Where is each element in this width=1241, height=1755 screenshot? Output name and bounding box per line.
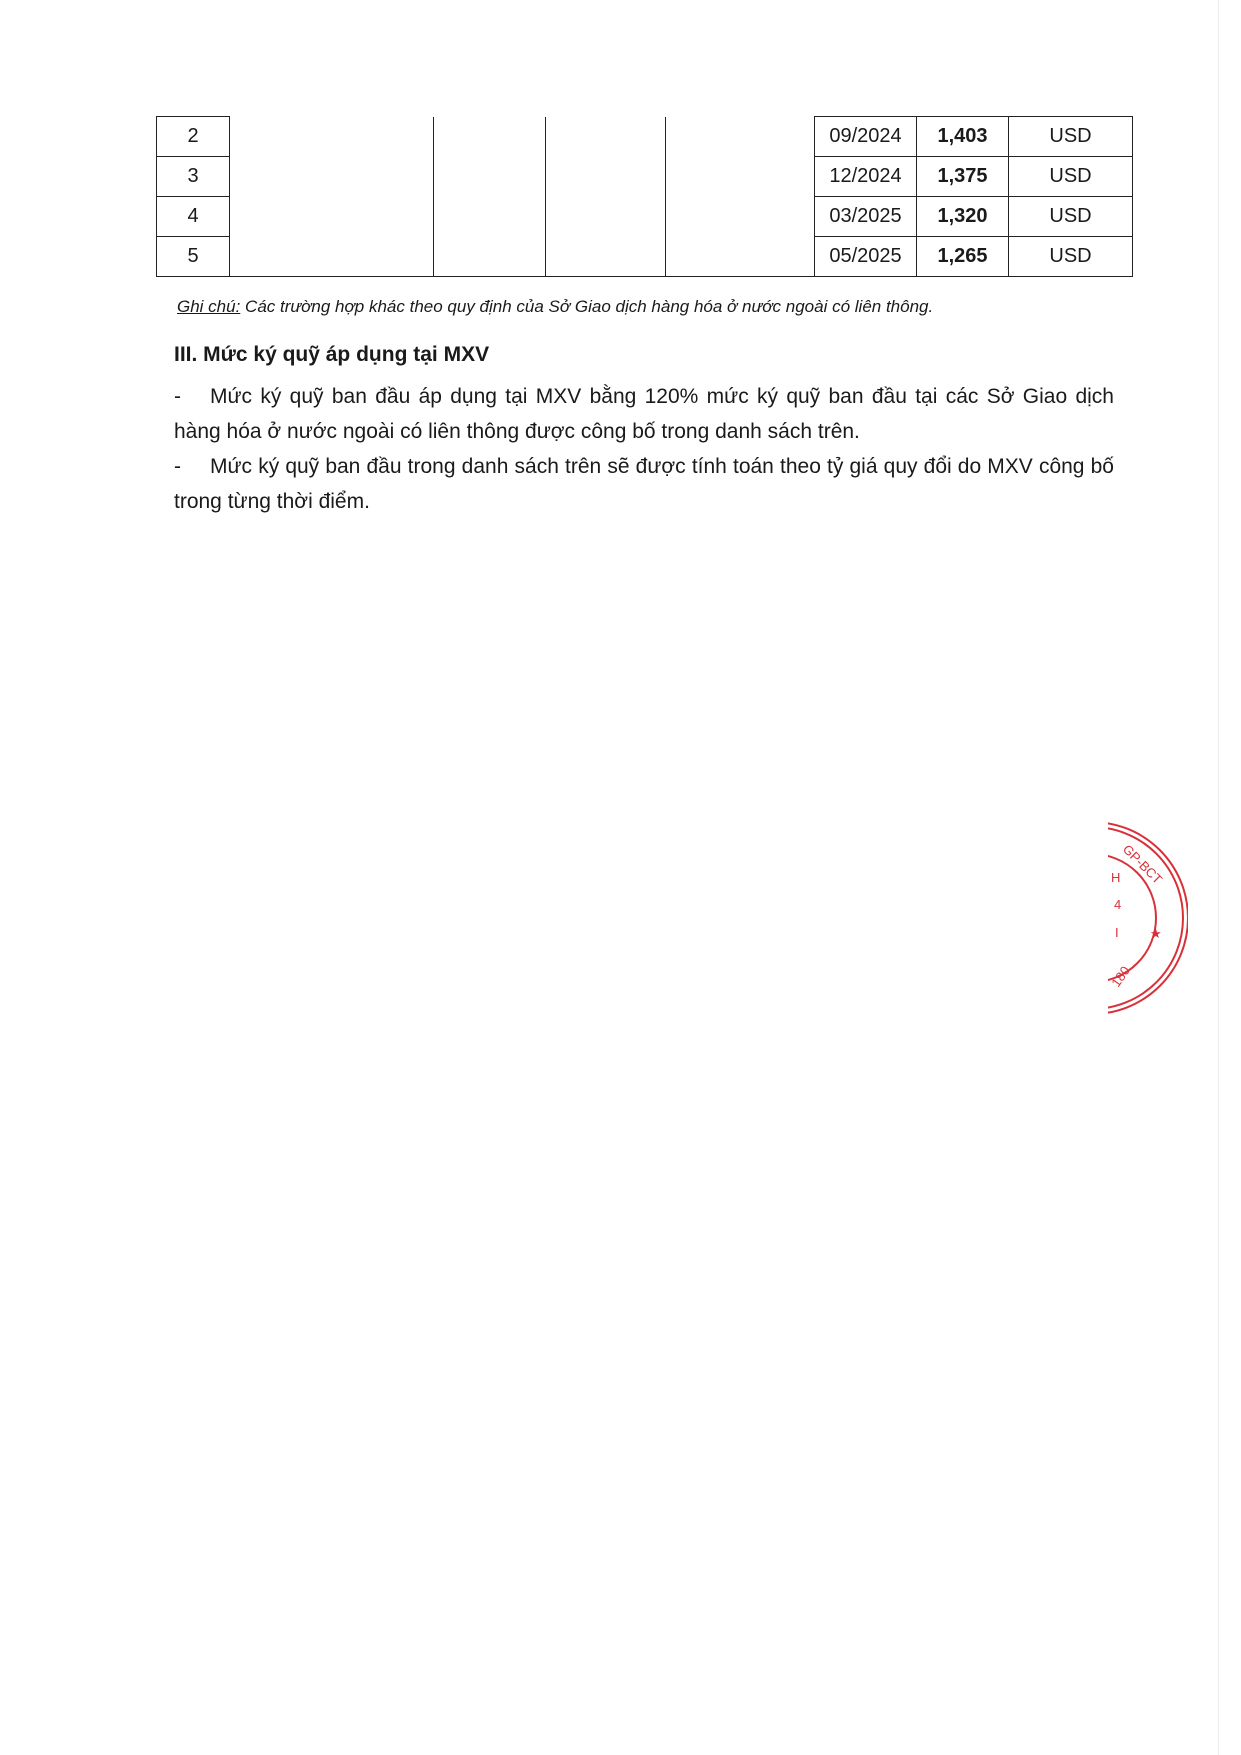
seal-letter: I — [1115, 925, 1119, 940]
empty-cell — [666, 237, 815, 277]
section-heading: III. Mức ký quỹ áp dụng tại MXV — [174, 343, 490, 366]
contract-month: 05/2025 — [815, 237, 917, 277]
margin-table — [156, 116, 1133, 277]
empty-cell — [434, 237, 546, 277]
page-edge — [1218, 0, 1219, 1755]
empty-cell — [230, 117, 434, 157]
note-label: Ghi chú: — [177, 297, 241, 316]
empty-cell — [434, 117, 546, 157]
table-row — [157, 197, 1133, 237]
empty-cell — [546, 117, 666, 157]
row-number: 4 — [157, 197, 230, 237]
table-row — [157, 117, 1133, 157]
empty-cell — [434, 157, 546, 197]
bullet-text: Mức ký quỹ ban đầu áp dụng tại MXV bằng 120% mức ký quỹ ban đầu tại các Sở Giao dịch hàng hóa ở nước ngoài có liên thông được công bố trong danh sách trên. — [174, 385, 1114, 443]
empty-cell — [434, 197, 546, 237]
margin-value: 1,320 — [917, 197, 1009, 237]
empty-cell — [230, 157, 434, 197]
table-row — [157, 237, 1133, 277]
row-number: 3 — [157, 157, 230, 197]
empty-cell — [666, 117, 815, 157]
row-number: 5 — [157, 237, 230, 277]
currency: USD — [1009, 197, 1133, 237]
bullet-marker: - — [174, 455, 181, 478]
bullet-text: Mức ký quỹ ban đầu trong danh sách trên sẽ được tính toán theo tỷ giá quy đổi do MXV công bố trong từng thời điểm. — [174, 455, 1114, 513]
currency: USD — [1009, 157, 1133, 197]
empty-cell — [546, 157, 666, 197]
seal-letter: 4 — [1114, 897, 1122, 912]
margin-value: 1,403 — [917, 117, 1009, 157]
empty-cell — [230, 197, 434, 237]
seal-text-bottom: 180 — [1108, 963, 1133, 990]
contract-month: 03/2025 — [815, 197, 917, 237]
empty-cell — [546, 197, 666, 237]
empty-cell — [230, 237, 434, 277]
official-seal — [1108, 800, 1188, 1018]
margin-value: 1,375 — [917, 157, 1009, 197]
empty-cell — [666, 157, 815, 197]
seal-text-top: GP-BCT — [1119, 841, 1166, 887]
empty-cell — [546, 237, 666, 277]
row-number: 2 — [157, 117, 230, 157]
currency: USD — [1009, 237, 1133, 277]
contract-month: 09/2024 — [815, 117, 917, 157]
star-icon: ★ — [1150, 926, 1162, 941]
table-note — [177, 297, 933, 317]
margin-value: 1,265 — [917, 237, 1009, 277]
bullet-marker: - — [174, 385, 181, 408]
seal-letter: H — [1111, 870, 1121, 885]
empty-cell — [666, 197, 815, 237]
bullet-item — [174, 379, 1114, 449]
currency: USD — [1009, 117, 1133, 157]
table-row — [157, 157, 1133, 197]
contract-month: 12/2024 — [815, 157, 917, 197]
note-text: Các trường hợp khác theo quy định của Sở Giao dịch hàng hóa ở nước ngoài có liên thông. — [240, 297, 934, 316]
bullet-item — [174, 449, 1114, 519]
